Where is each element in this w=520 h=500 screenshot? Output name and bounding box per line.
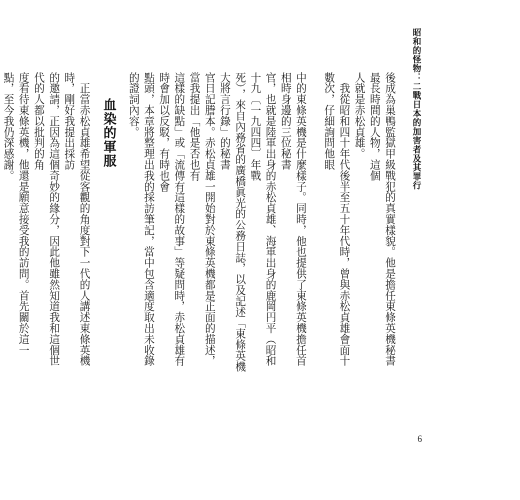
paragraph-line: 正當赤松貞雄希望從客觀的角度對下一代的人講述東條英機時，剛好我提出採訪: [63, 72, 91, 367]
paragraph-line: 的邀請，正因為這個奇妙的緣分，因此他雖然知道我和這個世代的人都以批判的角: [32, 72, 61, 367]
paragraph-line: 點頭，本章將整理出我的採訪筆記，當中包含適度取出未收錄的證詞內容。: [127, 72, 155, 367]
page-number: 6: [417, 434, 422, 444]
paragraph-line: 我從昭和四十年代後半至五十年代時，曾與赤松貞雄會面十數次，仔細詢問他眼: [323, 72, 351, 367]
paragraph-line: 官，也就是陸軍出身的赤松貞雄、海軍出身的鹿岡円平（昭和十九〔一九四四〕年戰: [249, 72, 277, 367]
paragraph-line: 中的東條英機是什麼樣子。同時，他也提供了東條英機擔任首相時身邊的三位秘書: [279, 72, 307, 367]
paragraph-line: 人就是赤松貞雄。: [353, 72, 366, 160]
paragraph-line: 官日記謄本。赤松貞雄一開始對於東條英機都是正面的描述，當我提出「他是否也有: [188, 72, 216, 367]
paragraph-line: 死），來自內務省的廣橋眞光的公務日誌，以及記述「東條英機大將言行錄」的秘書: [218, 72, 247, 372]
paragraph-line: 後成為巢鴨監獄甲級戰犯的真實樣貌。他是擔任東條英機秘書最長時間的人物，這個: [368, 72, 396, 367]
body-text: [0, 72, 397, 372]
paragraph-line: 度看待東條英機，他還是願意接受我的訪問。首先關於這一點，至今我仍深感謝。: [2, 72, 30, 356]
paragraph-line: 這樣的缺點」或「流傳有這樣的故事」等疑問時，赤松貞雄有時會加以反駁，有時也會: [158, 72, 186, 367]
section-heading: 血染的軍服: [100, 98, 116, 168]
running-header: 昭和的怪物：二戰日本的加害者及其罪行: [411, 28, 421, 190]
